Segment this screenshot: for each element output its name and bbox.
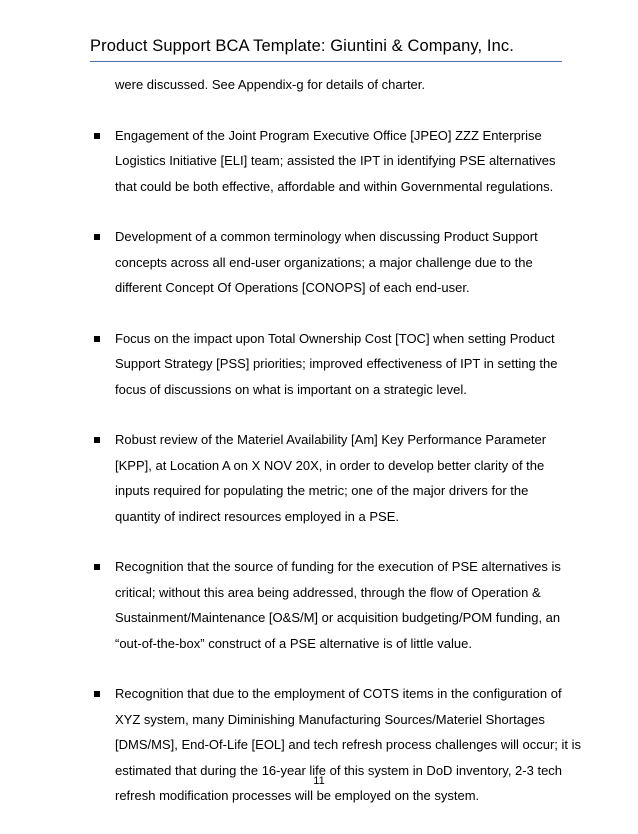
bullet-square-icon (94, 691, 100, 697)
bullet-square-icon (94, 564, 100, 570)
bullet-text (115, 554, 563, 656)
bullet-line: Logistics Initiative [ELI] team; assisted the IPT in identifying PSE alternatives (115, 153, 556, 168)
bullet-square-icon (94, 234, 100, 240)
header-rule (90, 61, 562, 62)
header-title: Product Support BCA Template: Giuntini & Company, Inc. (90, 37, 514, 55)
page-header (90, 36, 560, 56)
bullet-text (115, 224, 563, 301)
bullet-line: “out-of-the-box” construct of a PSE alternative is of little value. (115, 635, 472, 651)
bullet-line: different Concept Of Operations [CONOPS] of each end-user. (115, 280, 470, 295)
bullet-line: Sustainment/Maintenance [O&S/M] or acquisition budgeting/POM funding, an (115, 610, 561, 625)
bullet-line: quantity of indirect resources employed in a PSE. (115, 508, 399, 524)
bullet-text (115, 427, 563, 529)
bullet-square-icon (94, 437, 100, 443)
bullet-line: Support Strategy [PSS] priorities; improved effectiveness of IPT in setting the (115, 356, 558, 371)
page-number: 11 (313, 775, 325, 787)
bullet-line: Recognition that the source of funding for the execution of PSE alternatives is (115, 559, 561, 574)
bullet-item (91, 681, 582, 809)
bullet-line: Engagement of the Joint Program Executive Office [JPEO] ZZZ Enterprise (115, 127, 542, 143)
bullet-line: Recognition that due to the employment of COTS items in the configuration of (115, 686, 562, 701)
bullet-line: [DMS/MS], End-Of-Life [EOL] and tech refresh process challenges will occur; it is (115, 737, 582, 752)
bullet-line: inputs required for populating the metric; one of the major drivers for the (115, 483, 529, 498)
bullet-line: that could be both effective, affordable and within Governmental regulations. (115, 178, 554, 194)
bullet-item (91, 554, 563, 656)
bullet-line: [KPP], at Location A on X NOV 20X, in order to develop better clarity of the (115, 457, 545, 473)
bullet-line: critical; without this area being addressed, through the flow of Operation & (115, 584, 541, 600)
bullet-line: concepts across all end-user organizations; a major challenge due to the (115, 254, 533, 270)
bullet-line: Robust review of the Materiel Availability [Am] Key Performance Parameter (115, 432, 547, 447)
bullet-item (91, 123, 563, 200)
bullet-square-icon (94, 133, 100, 139)
body-text (91, 72, 582, 834)
bullet-square-icon (94, 336, 100, 342)
bullet-line: Focus on the impact upon Total Ownership Cost [TOC] when setting Product (115, 330, 555, 346)
bullet-line: Development of a common terminology when discussing Product Support (115, 229, 538, 244)
bullet-line: XYZ system, many Diminishing Manufacturing Sources/Materiel Shortages (115, 711, 545, 727)
bullet-item (91, 427, 563, 529)
bullet-item (91, 224, 563, 301)
bullet-text (115, 123, 563, 200)
bullet-line: focus of discussions on what is important on a strategic level. (115, 381, 467, 397)
bullet-item (91, 326, 563, 403)
bullet-line: refresh modification processes will be employed on the system. (115, 788, 480, 803)
bullet-text (115, 681, 582, 809)
bullet-line: estimated that during the 16-year life of this system in DoD inventory, 2-3 tech (115, 762, 563, 778)
bullet-text (115, 326, 563, 403)
lead-line: were discussed. See Appendix-g for details of charter. (115, 77, 426, 92)
